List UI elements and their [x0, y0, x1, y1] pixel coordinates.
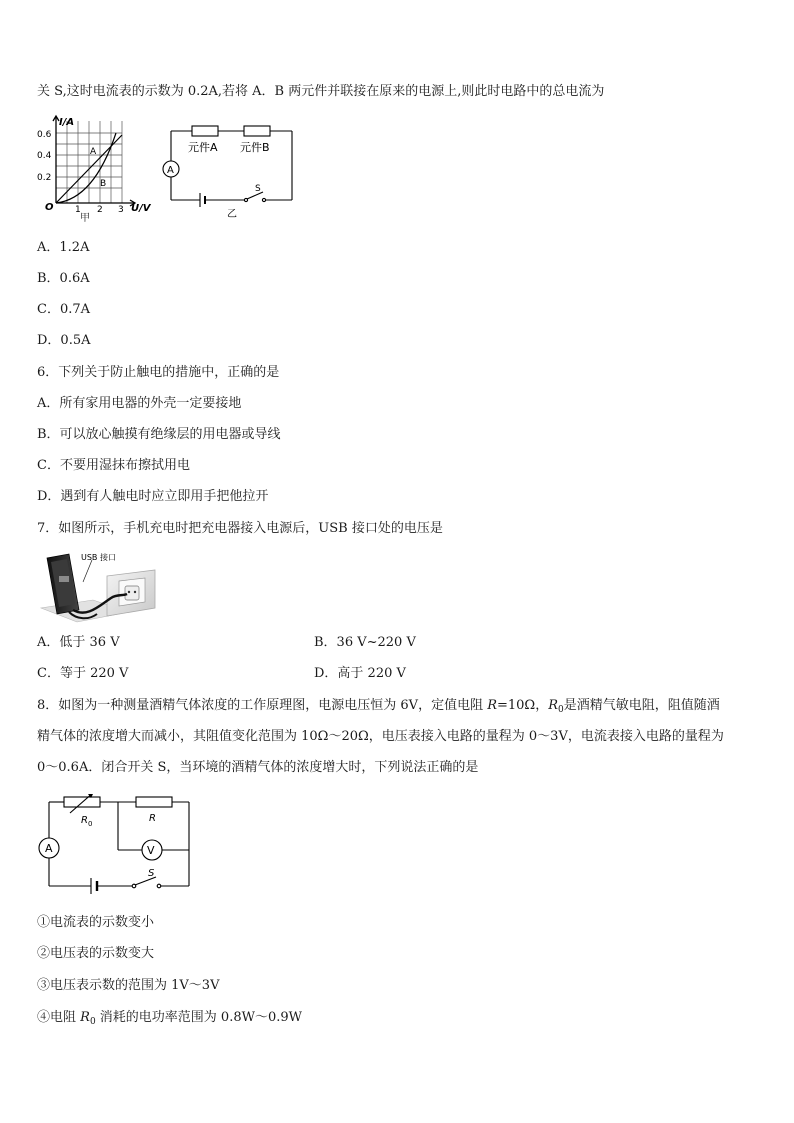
alcohol-sensor-circuit: [36, 794, 196, 900]
curve-b: [56, 133, 116, 203]
q8-statement-3: ③电压表示数的范围为 1V～3V: [37, 978, 220, 993]
usb-port-label: USB 接口: [81, 553, 116, 562]
iu-graph: [34, 113, 162, 215]
q8-voltmeter-label: V: [147, 844, 155, 857]
graph-caption: 甲: [80, 213, 90, 224]
x-tick: 2: [97, 205, 103, 215]
switch-label: S: [255, 184, 261, 194]
ammeter-label: A: [167, 165, 174, 176]
q5-option-d[interactable]: D．0.5A: [37, 333, 91, 348]
q8-statement-1: ①电流表的示数变小: [37, 915, 155, 930]
q8-switch-label: S: [148, 868, 155, 879]
series-circuit: [160, 120, 300, 220]
y-tick: 0.4: [37, 151, 52, 161]
y-axis-label: I/A: [59, 117, 75, 128]
q8-stem-line-1: 8．如图为一种测量酒精气体浓度的工作原理图，电源电压恒为 6V，定值电阻 R=10Ω，$R_0$是酒精气敏电阻，阻值随酒: [37, 698, 720, 715]
q5-stem: 关 S,这时电流表的示数为 0.2A,若将 A．B 两元件并联接在原来的电源上,则此时电路中的总电流为: [37, 84, 605, 99]
x-axis-label: U/V: [131, 203, 151, 214]
q8-statement-2: ②电压表的示数变大: [37, 946, 155, 961]
q5-option-c[interactable]: C．0.7A: [37, 302, 91, 317]
q7-option-a[interactable]: A．低于 36 V: [37, 635, 120, 650]
r0-subscript: 0: [88, 820, 93, 828]
x-tick: 1: [75, 205, 81, 215]
y-tick: 0.6: [37, 130, 52, 140]
origin-label: O: [45, 202, 54, 213]
curve-label-a: A: [90, 147, 97, 157]
q6-option-a[interactable]: A．所有家用电器的外壳一定要接地: [37, 396, 242, 411]
q6-option-c[interactable]: C．不要用湿抹布擦拭用电: [37, 458, 190, 473]
y-tick: 0.2: [37, 173, 52, 183]
element-b-label: 元件B: [240, 141, 270, 154]
q5-option-a[interactable]: A．1.2A: [37, 240, 90, 255]
q8-statement-4: ④电阻 $R_0$ 消耗的电功率范围为 0.8W～0.9W: [37, 1010, 303, 1027]
q5-option-b[interactable]: B．0.6A: [37, 271, 90, 286]
q6-option-b[interactable]: B．可以放心触摸有绝缘层的用电器或导线: [37, 427, 281, 442]
q8-stem-line-2: 精气体的浓度增大而减小，其阻值变化范围为 10Ω～20Ω，电压表接入电路的量程为 0～3V，电流表接入电路的量程为: [37, 729, 724, 744]
q7-option-c[interactable]: C．等于 220 V: [37, 666, 129, 681]
phone-charger-photo: [37, 548, 159, 624]
r-label: R: [149, 813, 156, 824]
q6-option-d[interactable]: D．遇到有人触电时应立即用手把他拉开: [37, 489, 269, 504]
element-a-label: 元件A: [188, 141, 218, 154]
curve-label-b: B: [100, 179, 107, 189]
q7-option-b[interactable]: B．36 V~220 V: [314, 635, 416, 650]
r0-label: R: [81, 815, 88, 826]
circuit-caption: 乙: [227, 209, 237, 220]
q7-stem: 7．如图所示，手机充电时把充电器接入电源后，USB 接口处的电压是: [37, 521, 443, 536]
q8-ammeter-label: A: [45, 842, 53, 855]
q7-option-d[interactable]: D．高于 220 V: [314, 666, 406, 681]
q8-stem-line-3: 0～0.6A．闭合开关 S，当环境的酒精气体的浓度增大时，下列说法正确的是: [37, 760, 479, 775]
x-tick: 3: [118, 205, 124, 215]
q6-stem: 6．下列关于防止触电的措施中，正确的是: [37, 365, 280, 380]
